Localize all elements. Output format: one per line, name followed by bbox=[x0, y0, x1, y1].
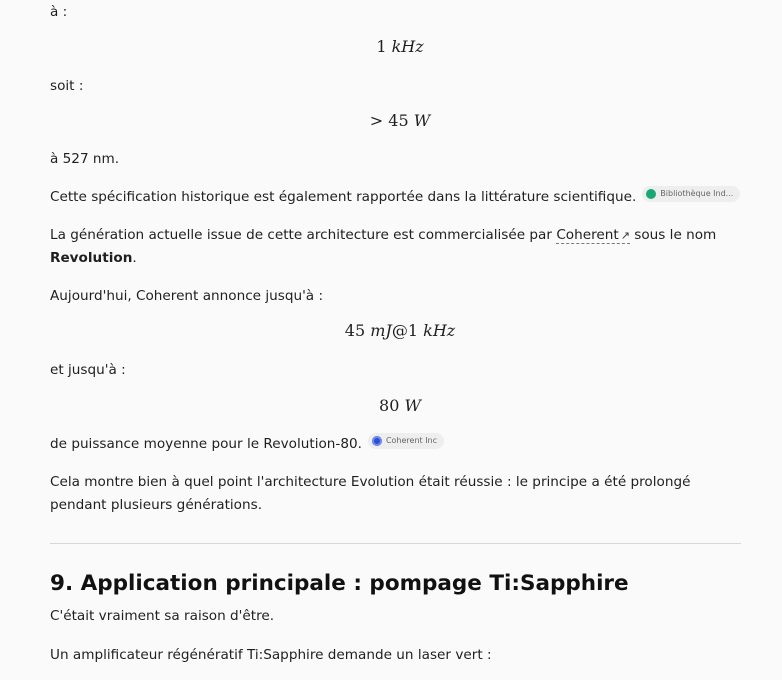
paragraph-text: de puissance moyenne pour le Revolution-80. bbox=[50, 436, 362, 452]
paragraph-text: Cette spécification historique est également rapportée dans la littérature scientifique. bbox=[50, 189, 637, 205]
globe-icon bbox=[372, 436, 382, 446]
paragraph-text: Un amplificateur régénératif Ti:Sapphire demande un laser vert : bbox=[50, 647, 492, 663]
math-unit: W bbox=[404, 396, 421, 415]
paragraph bbox=[50, 644, 742, 667]
math-number: 45 bbox=[388, 111, 409, 130]
math-number: 1 bbox=[407, 321, 419, 340]
citation-label: Bibliothèque Ind... bbox=[660, 189, 734, 198]
math-unit: kHz bbox=[391, 37, 424, 56]
coherent-link[interactable] bbox=[556, 227, 630, 244]
external-link-icon: ↗ bbox=[620, 229, 630, 242]
paragraph-text: Cela montre bien à quel point l'architecture Evolution était réussie : le principe a été prolongé pendant plusieurs générations. bbox=[50, 474, 691, 513]
paragraph bbox=[50, 471, 742, 517]
paragraph-text: soit : bbox=[50, 78, 84, 94]
paragraph bbox=[50, 359, 742, 382]
paragraph bbox=[50, 285, 742, 308]
math-symbol: @ bbox=[391, 321, 408, 340]
math-unit: W bbox=[413, 111, 431, 130]
paragraph bbox=[50, 186, 742, 209]
paragraph bbox=[50, 148, 742, 171]
math-number: 80 bbox=[379, 396, 400, 415]
paragraph bbox=[50, 605, 742, 628]
section-heading: 9. Application principale : pompage Ti:Sapphire bbox=[50, 571, 629, 596]
section-divider bbox=[50, 543, 741, 544]
paragraph-text: Aujourd'hui, Coherent annonce jusqu'à : bbox=[50, 288, 324, 304]
math-unit: mJ bbox=[370, 321, 392, 340]
paragraph-text: à : bbox=[50, 4, 68, 20]
paragraph bbox=[50, 75, 742, 98]
math-unit: kHz bbox=[423, 321, 456, 340]
math-block bbox=[50, 395, 750, 417]
paragraph-text: La génération actuelle issue de cette architecture est commercialisée par bbox=[50, 227, 552, 243]
math-block bbox=[50, 36, 750, 58]
paragraph bbox=[50, 433, 742, 456]
math-block bbox=[50, 320, 750, 342]
citation-label: Coherent Inc bbox=[385, 436, 438, 445]
paragraph-text: C'était vraiment sa raison d'être. bbox=[50, 608, 275, 624]
link-label: Coherent bbox=[556, 227, 619, 243]
math-block bbox=[50, 110, 750, 132]
math-number: 45 bbox=[344, 321, 366, 340]
library-icon bbox=[646, 189, 656, 199]
paragraph-text: et jusqu'à : bbox=[50, 362, 126, 378]
bold-text: Revolution bbox=[50, 250, 133, 266]
paragraph-text: . bbox=[132, 250, 137, 266]
citation-chip[interactable] bbox=[642, 186, 740, 202]
paragraph bbox=[50, 224, 742, 247]
paragraph bbox=[50, 1, 742, 24]
math-number: 1 bbox=[376, 37, 387, 56]
citation-chip[interactable] bbox=[368, 433, 444, 449]
paragraph-text: à 527 nm. bbox=[50, 151, 120, 167]
paragraph-continuation bbox=[50, 247, 742, 270]
paragraph-text: sous le nom bbox=[634, 227, 717, 243]
math-symbol: > bbox=[369, 111, 384, 130]
